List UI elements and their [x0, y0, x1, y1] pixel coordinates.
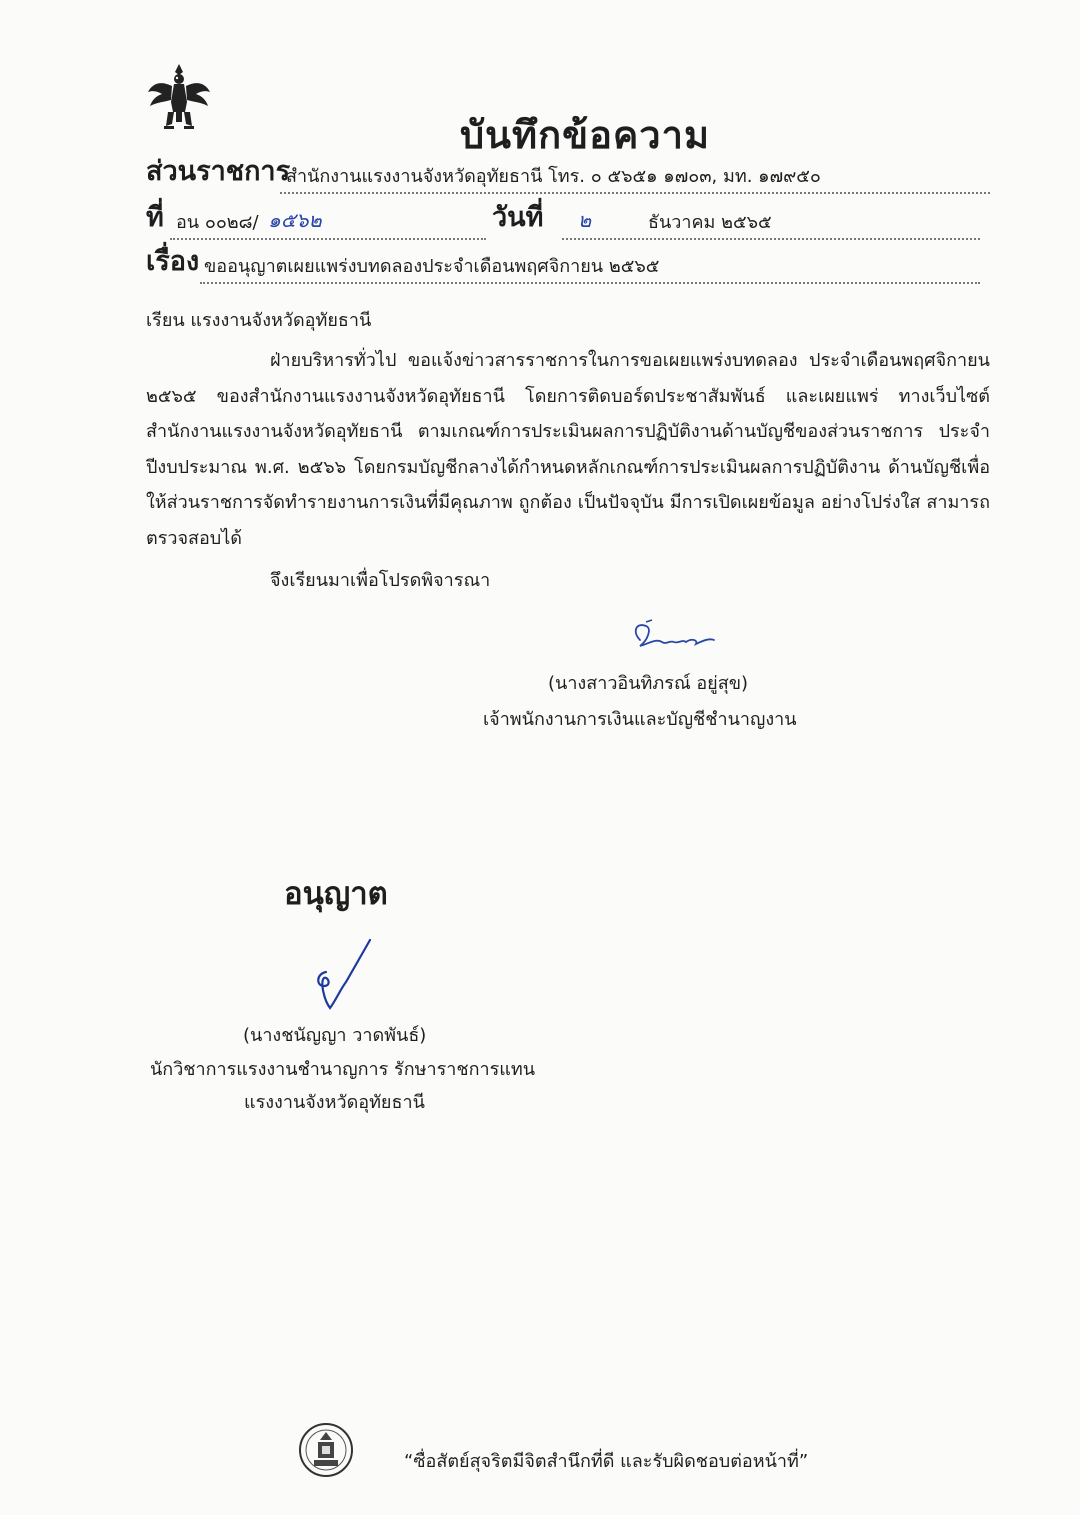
body-paragraph: ฝ่ายบริหารทั่วไป ขอแจ้งข่าวสารราชการในการขอเผยแพร่งบทดลอง ประจำเดือนพฤศจิกายน ๒๕๖๕ ของสำนักงานแรงงานจังหวัดอุทัยธานี โดยการติดบอร์ดประชาสัมพันธ์ และเผยแพร่ ทางเว็บไซต์ สำนักงานแรงงานจังหวัดอุทัยธานี ตามเกณฑ์การประเมินผลการปฏิบัติงานด้านบัญชีของส่วนราชการ ประจำปีงบประมาณ พ.ศ. ๒๕๖๖ โดยกรมบัญชีกลางได้กำหนดหลักเกณฑ์การประเมินผลการปฏิบัติงาน ด้านบัญชีเพื่อให้ส่วนราชการจัดทำรายงานการเงินที่มีคุณภาพ ถูกต้อง เป็นปัจจุบัน มีการเปิดเผยข้อมูล อย่างโปร่งใส สามารถตรวจสอบได้	[146, 350, 990, 549]
dotted-line	[170, 238, 486, 240]
subject-value: ขออนุญาตเผยแพร่งบทดลองประจำเดือนพฤศจิกายน ๒๕๖๕	[204, 256, 660, 277]
department-value: สำนักงานแรงงานจังหวัดอุทัยธานี โทร. ๐ ๕๖๕๑ ๑๗๐๓, มท. ๑๗๙๕๐	[286, 166, 821, 187]
dotted-line	[562, 238, 980, 240]
memo-title: บันทึกข้อความ	[459, 113, 711, 157]
subject-label: เรื่อง	[146, 246, 200, 277]
date-day-handwritten: ๒	[578, 208, 592, 232]
department-label: ส่วนราชการ	[146, 156, 291, 187]
dotted-line	[200, 282, 980, 284]
approval-text: อนุญาต	[284, 876, 388, 912]
signature-mark	[626, 618, 718, 658]
footer-motto: “ซื่อสัตย์สุจริตมีจิตสำนึกที่ดี และรับผิดชอบต่อหน้าที่”	[404, 1451, 809, 1472]
signature-mark	[306, 938, 378, 1012]
closing-line: จึงเรียนมาเพื่อโปรดพิจารณา	[270, 570, 491, 591]
department-row	[146, 156, 990, 196]
salutation: เรียน แรงงานจังหวัดอุทัยธานี	[146, 310, 372, 331]
ref-handwritten-number: ๑๕๖๒	[268, 208, 322, 232]
signer1-position: เจ้าพนักงานการเงินและบัญชีชำนาญงาน	[483, 709, 797, 730]
date-month-year: ธันวาคม ๒๕๖๕	[648, 212, 772, 233]
ref-label: ที่	[146, 202, 164, 233]
ref-value: อน ๐๐๒๘/	[176, 212, 259, 233]
approver-name: (นางชนัญญา วาดพันธ์)	[243, 1025, 427, 1046]
approver-position-line2: แรงงานจังหวัดอุทัยธานี	[244, 1092, 425, 1113]
signer1-name: (นางสาวอินทิภรณ์ อยู่สุข)	[548, 673, 749, 694]
date-label: วันที่	[492, 202, 544, 233]
dotted-line	[280, 192, 990, 194]
approver-position: นักวิชาการแรงงานชำนาญการ รักษาราชการแทน	[150, 1059, 536, 1080]
subject-row	[146, 246, 980, 286]
ministry-seal-icon	[298, 1422, 354, 1478]
ref-date-row	[146, 202, 980, 242]
